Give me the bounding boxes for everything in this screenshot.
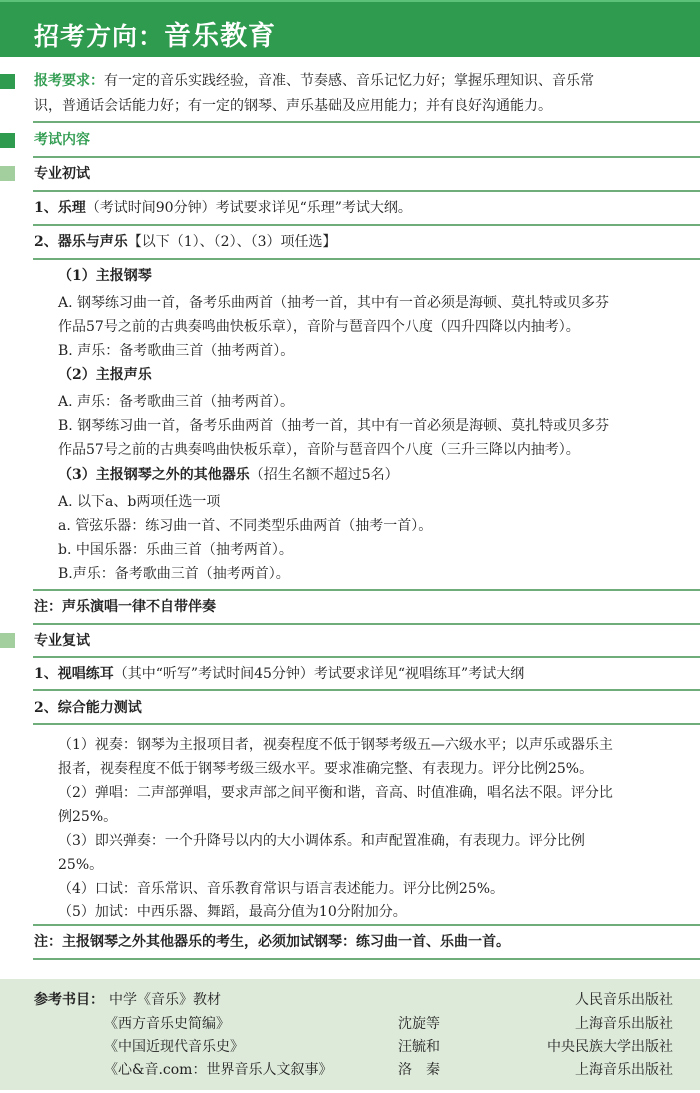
- retest-title: 专业复试: [34, 633, 90, 649]
- reference-title: 中学《音乐》教材: [109, 992, 221, 1008]
- retest-item-2: 2、综合能力测试: [34, 700, 142, 716]
- other-a-b: b. 中国乐器：乐曲三首（抽考两首）。: [58, 542, 293, 558]
- references-label: 参考书目：: [34, 992, 104, 1008]
- reference-author: 洛 秦: [398, 1062, 440, 1078]
- piano-b: B. 声乐：备考歌曲三首（抽考两首）。: [58, 343, 295, 359]
- retest-detail: （3）即兴弹奏：一个升降号以内的大小调体系。和声配置准确，有表现力。评分比例: [58, 833, 585, 849]
- requirements-label: 报考要求：: [34, 73, 104, 89]
- reference-title: 《心&音.com：世界音乐人文叙事》: [104, 1062, 333, 1078]
- reference-title: 《西方音乐史简编》: [104, 1016, 230, 1032]
- requirements-line-1: [34, 70, 594, 92]
- retest-detail: （2）弹唱：二声部弹唱，要求声部之间平衡和谐，音高、时值准确，唱名法不限。评分比: [58, 785, 613, 801]
- retest-detail: 例25%。: [58, 809, 118, 825]
- divider: [33, 156, 700, 158]
- piano-title: （1）主报钢琴: [58, 268, 152, 284]
- item-label: 2、器乐与声乐: [34, 234, 128, 250]
- vocal-b-line-2: 作品57号之前的古典奏鸣曲快板乐章），音阶与琶音四个八度（三升三降以内抽考）。: [58, 442, 580, 458]
- divider: [33, 656, 700, 658]
- retest-note: 注：主报钢琴之外其他器乐的考生，必须加试钢琴：练习曲一首、乐曲一首。: [34, 934, 510, 950]
- subsection-marker-icon: [0, 166, 15, 181]
- page-title: [34, 14, 276, 53]
- reference-publisher: 人民音乐出版社: [575, 992, 673, 1008]
- reference-publisher: 上海音乐出版社: [575, 1016, 673, 1032]
- reference-publisher: 中央民族大学出版社: [547, 1039, 673, 1055]
- retest-detail: 报者，视奏程度不低于钢琴考级三级水平。要求准确完整、有表现力。评分比例25%。: [58, 761, 594, 777]
- page-header: [0, 0, 700, 57]
- requirements-line-2: 识，普通话会话能力好；有一定的钢琴、声乐基础及应用能力；并有良好沟通能力。: [34, 98, 552, 114]
- retest-detail: （1）视奏：钢琴为主报项目者，视奏程度不低于钢琴考级五—六级水平；以声乐或器乐主: [58, 737, 613, 753]
- item-text: （其中“听写”考试时间45分钟）考试要求详见“视唱练耳”考试大纲: [113, 666, 525, 682]
- other-title-note: （招生名额不超过5名）: [249, 467, 399, 483]
- item-label: 1、视唱练耳: [34, 666, 114, 682]
- reference-author: 沈旋等: [398, 1016, 440, 1032]
- vocal-title: （2）主报声乐: [58, 367, 152, 383]
- other-a: A. 以下a、b两项任选一项: [58, 494, 221, 510]
- divider: [33, 589, 700, 591]
- divider: [33, 723, 700, 725]
- item-text: 【以下（1）、（2）、（3）项任选】: [127, 234, 337, 250]
- other-b: B.声乐：备考歌曲三首（抽考两首）。: [58, 566, 290, 582]
- other-title: [58, 464, 399, 486]
- title-prefix: 招考方向：: [34, 22, 165, 51]
- divider: [33, 258, 700, 260]
- preliminary-title: 专业初试: [34, 166, 90, 182]
- divider: [33, 623, 700, 625]
- other-title-main: （3）主报钢琴之外的其他器乐: [58, 467, 250, 483]
- title-main: 音乐教育: [164, 21, 277, 52]
- piano-a-line-1: A. 钢琴练习曲一首，备考乐曲两首（抽考一首，其中有一首必须是海顿、莫扎特或贝多芬: [58, 295, 610, 311]
- retest-item-1: [34, 663, 524, 685]
- divider: [33, 190, 700, 192]
- reference-author: 汪毓和: [398, 1039, 440, 1055]
- retest-detail: （4）口试：音乐常识、音乐教育常识与语言表述能力。评分比例25%。: [58, 881, 505, 897]
- exam-content-title: 考试内容: [34, 132, 90, 148]
- divider: [33, 689, 700, 691]
- divider: [33, 924, 700, 926]
- piano-a-line-2: 作品57号之前的古典奏鸣曲快板乐章），音阶与琶音四个八度（四升四降以内抽考）。: [58, 319, 580, 335]
- retest-detail: （5）加试：中西乐器、舞蹈，最高分值为10分附加分。: [58, 904, 407, 920]
- divider: [33, 958, 700, 960]
- divider: [33, 121, 700, 123]
- preliminary-item-2: [34, 231, 336, 253]
- preliminary-item-1: [34, 197, 412, 219]
- other-a-a: a. 管弦乐器：练习曲一首、不同类型乐曲两首（抽考一首）。: [58, 518, 433, 534]
- reference-publisher: 上海音乐出版社: [575, 1062, 673, 1078]
- reference-title: 《中国近现代音乐史》: [104, 1039, 244, 1055]
- preliminary-note: 注：声乐演唱一律不自带伴奏: [34, 599, 216, 615]
- item-text: （考试时间90分钟）考试要求详见“乐理”考试大纲。: [85, 200, 412, 216]
- requirements-text-1: 有一定的音乐实践经验，音准、节奏感、音乐记忆力好；掌握乐理知识、音乐常: [104, 73, 594, 89]
- references-panel: [0, 979, 700, 1090]
- vocal-a: A. 声乐：备考歌曲三首（抽考两首）。: [58, 394, 295, 410]
- retest-detail: 25%。: [58, 857, 104, 873]
- section-marker-icon: [0, 74, 15, 89]
- subsection-marker-icon: [0, 633, 15, 648]
- item-label: 1、乐理: [34, 200, 86, 216]
- divider: [33, 224, 700, 226]
- vocal-b-line-1: B. 钢琴练习曲一首，备考乐曲两首（抽考一首，其中有一首必须是海顿、莫扎特或贝多芬: [58, 418, 610, 434]
- section-marker-icon: [0, 133, 15, 148]
